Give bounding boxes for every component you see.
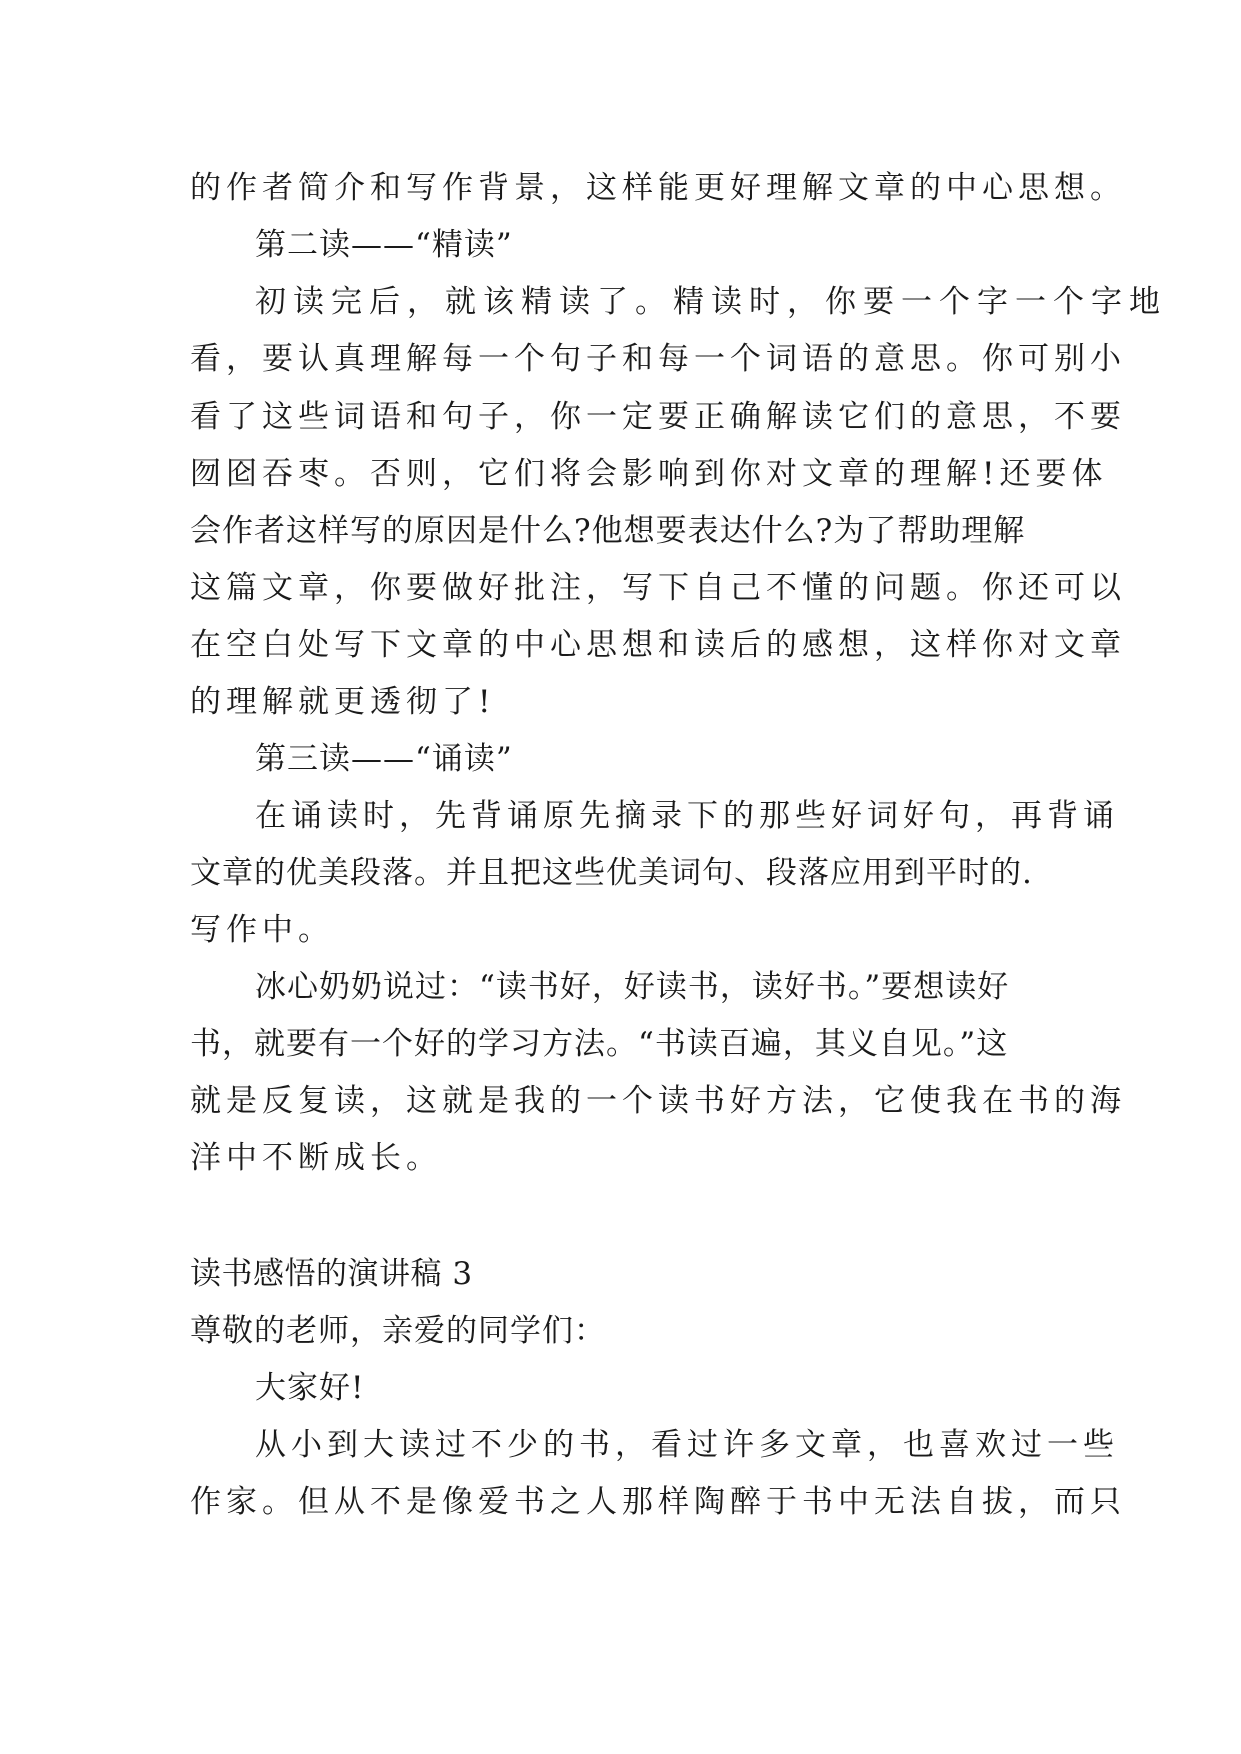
paragraph-line: 写作中。 [190,912,334,948]
paragraph-line: 作家。但从不是像爱书之人那样陶醉于书中无法自拔，而只 [190,1484,1126,1520]
paragraph-line: 书，就要有一个好的学习方法。“书读百遍，其义自见。”这 [190,1026,1009,1062]
greeting: 大家好! [255,1370,365,1406]
paragraph-line: 就是反复读，这就是我的一个读书好方法，它使我在书的海 [190,1083,1126,1119]
section-heading: 第二读——“精读” [255,227,513,263]
paragraph-line: 的理解就更透彻了! [190,684,496,720]
paragraph-line: 在诵读时，先背诵原先摘录下的那些好词好句，再背诵 [255,798,1119,834]
paragraph-line: 的作者简介和写作背景，这样能更好理解文章的中心思想。 [190,170,1126,206]
salutation: 尊敬的老师，亲爱的同学们： [190,1313,606,1349]
paragraph-line: 冰心奶奶说过：“读书好，好读书，读好书。”要想读好 [255,969,1010,1005]
paragraph-line: 看，要认真理解每一个句子和每一个词语的意思。你可别小 [190,341,1126,377]
paragraph-line: 在空白处写下文章的中心思想和读后的感想，这样你对文章 [190,627,1126,663]
paragraph-line: 囫囵吞枣。否则，它们将会影响到你对文章的理解!还要体 [190,456,1108,492]
paragraph-line: 从小到大读过不少的书，看过许多文章，也喜欢过一些 [255,1427,1119,1463]
paragraph-line: 洋中不断成长。 [190,1140,442,1176]
paragraph-line: 文章的优美段落。并且把这些优美词句、段落应用到平时的. [190,855,1033,891]
paragraph-line: 会作者这样写的原因是什么?他想要表达什么?为了帮助理解 [190,513,1026,549]
paragraph-line: 这篇文章，你要做好批注，写下自己不懂的问题。你还可以 [190,570,1126,606]
paragraph-line: 看了这些词语和句子，你一定要正确解读它们的意思，不要 [190,399,1126,435]
section-heading: 第三读——“诵读” [255,741,513,777]
speech-title: 读书感悟的演讲稿 3 [190,1256,473,1292]
paragraph-line: 初读完后，就该精读了。精读时，你要一个字一个字地 [255,284,1167,320]
